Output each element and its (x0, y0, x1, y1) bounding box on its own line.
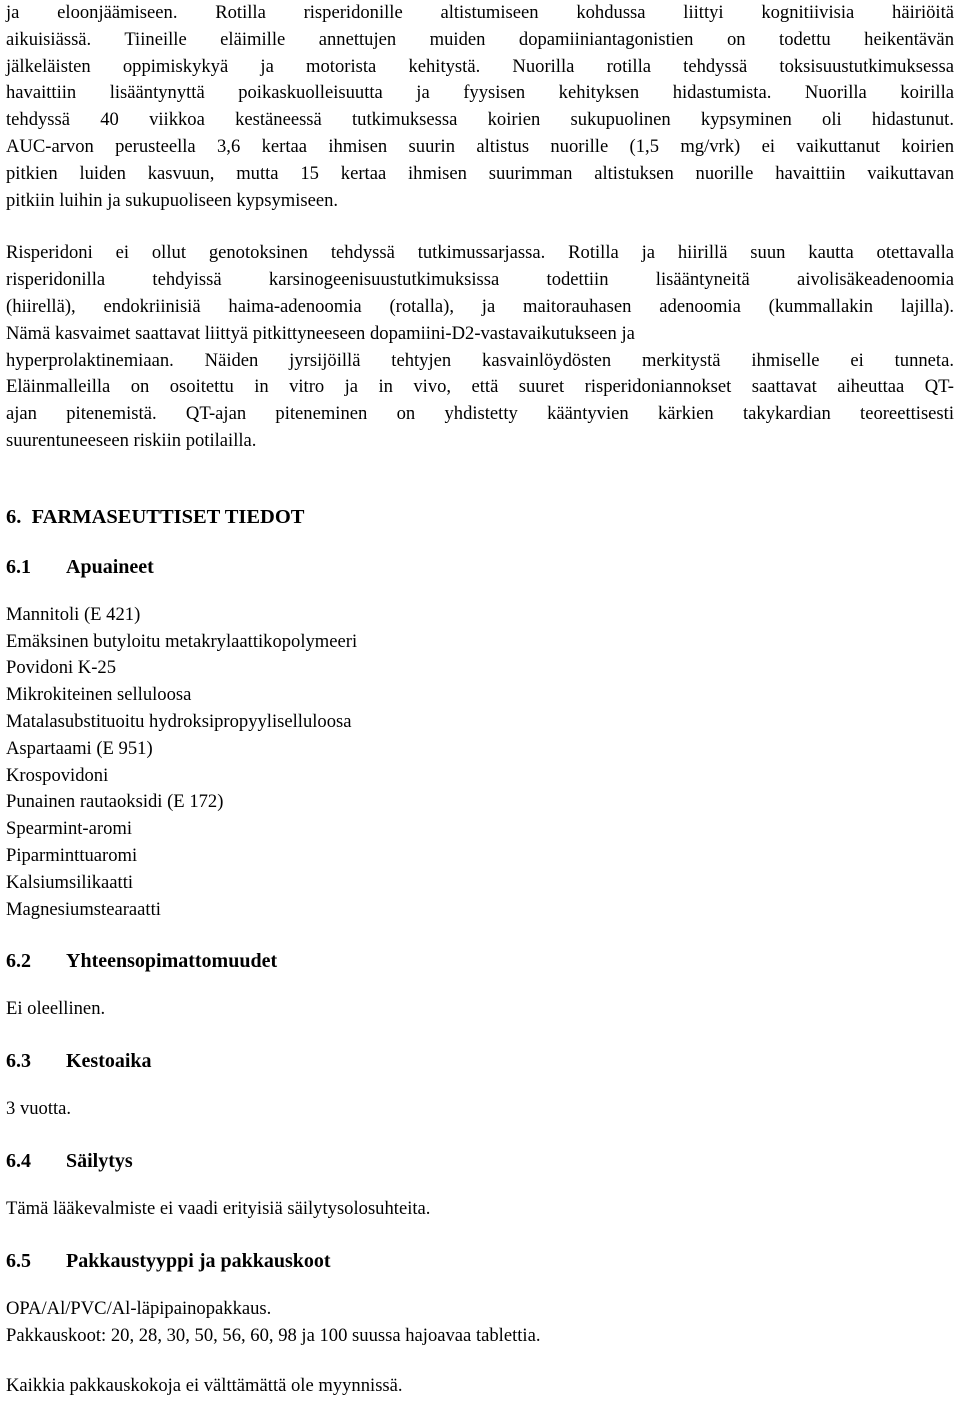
package-type-text: OPA/Al/PVC/Al-läpipainopakkaus. (6, 1297, 272, 1319)
package-note-text: Kaikkia pakkauskokoja ei välttämättä ole myynnissä. (6, 1375, 403, 1397)
incompatibilities-text: Ei oleellinen. (6, 998, 106, 1020)
list-item: Matalasubstituoitu hydroksipropyyliselluloosa (6, 710, 352, 732)
text-line: suurentuneeseen riskiin potilailla. (6, 429, 257, 451)
section-heading: 6. FARMASEUTTISET TIEDOT (6, 505, 305, 528)
subsection-title: Yhteensopimattomuudet (66, 950, 278, 973)
subsection-number: 6.3 (6, 1050, 31, 1073)
subsection-number: 6.5 (6, 1249, 31, 1272)
text-line: risperidonilla tehdyissä karsinogeenisuustutkimuksissa todettiin lisääntyneitä aivolisäkeadenoomia (6, 269, 954, 291)
list-item: Mikrokiteinen selluloosa (6, 684, 192, 706)
subsection-heading-6-3 (6, 1048, 954, 1074)
text-line: AUC-arvon perusteella 3,6 kertaa ihmisen suurin altistus nuorille (1,5 mg/vrk) ei vaikuttanut koirien (6, 135, 954, 157)
text-line: (hiirellä), endokriinisiä haima-adenoomia (rotalla), ja maitorauhasen adenoomia (kummallakin lajilla). (6, 295, 954, 317)
subsection-number: 6.2 (6, 950, 31, 973)
package-info (6, 1296, 954, 1350)
text-line: ja eloonjäämiseen. Rotilla risperidonille altistumiseen kohdussa liittyi kognitiivisia häiriöitä (6, 2, 954, 23)
text-line: havaittiin lisääntynyttä poikaskuolleisuutta ja fyysisen kehityksen hidastumista. Nuorilla koirilla (6, 82, 954, 104)
shelf-life-text: 3 vuotta. (6, 1098, 72, 1120)
text-line: Risperidoni ei ollut genotoksinen tehdyssä tutkimussarjassa. Rotilla ja hiirillä suun kautta otettavalla (6, 242, 954, 264)
package-sizes-text: Pakkauskoot: 20, 28, 30, 50, 56, 60, 98 ja 100 suussa hajoavaa tablettia. (6, 1324, 541, 1346)
list-item: Povidoni K-25 (6, 657, 117, 679)
text-line: Eläinmalleilla on osoitettu in vitro ja in vivo, että suuret risperidoniannokset saattavat aiheuttaa QT- (6, 376, 954, 398)
text-line: tehdyssä 40 viikkoa kestäneessä tutkimuksessa koirien sukupuolinen kypsyminen oli hidastunut. (6, 109, 954, 131)
subsection-heading-6-1 (6, 554, 954, 580)
list-item: Emäksinen butyloitu metakrylaattikopolymeeri (6, 630, 358, 652)
preclinical-paragraph (6, 0, 954, 214)
subsection-heading-6-2 (6, 948, 954, 974)
subsection-title: Pakkaustyyppi ja pakkauskoot (66, 1249, 331, 1272)
text-line: jälkeläisten oppimiskykyä ja motorista kehitystä. Nuorilla rotilla tehdyssä toksisuustutkimuksessa (6, 55, 954, 77)
list-item: Punainen rautaoksidi (E 172) (6, 791, 224, 813)
text-line: pitkien luiden kasvuun, mutta 15 kertaa ihmisen suurimman altistuksen nuorille havaittiin vaikuttavan (6, 162, 954, 184)
text-line: aikuisiässä. Tiineille eläimille annettujen muiden dopamiiniantagonistien on todettu heikentävän (6, 28, 954, 50)
subsection-title: Kestoaika (66, 1050, 152, 1073)
text-line: ajan pitenemistä. QT-ajan piteneminen on yhdistetty kääntyvien kärkien takykardian teoreettisesti (6, 403, 954, 425)
subsection-title: Apuaineet (66, 555, 154, 578)
text-line: Nämä kasvaimet saattavat liittyä pitkittyneeseen dopamiini-D2-vastavaikutukseen ja (6, 322, 635, 344)
storage-text: Tämä lääkevalmiste ei vaadi erityisiä säilytysolosuhteita. (6, 1197, 431, 1219)
subsection-number: 6.1 (6, 555, 31, 578)
text-line: pitkiin luihin ja sukupuoliseen kypsymiseen. (6, 189, 339, 211)
subsection-heading-6-4 (6, 1148, 954, 1174)
list-item: Piparminttuaromi (6, 844, 138, 866)
excipient-list (6, 602, 954, 924)
text-line: hyperprolaktinemiaan. Näiden jyrsijöillä tehtyjen kasvainlöydösten merkitystä ihmiselle ei tunneta. (6, 349, 954, 371)
list-item: Kalsiumsilikaatti (6, 871, 134, 893)
list-item: Spearmint-aromi (6, 818, 132, 840)
list-item: Aspartaami (E 951) (6, 737, 153, 759)
subsection-number: 6.4 (6, 1149, 31, 1172)
list-item: Magnesiumstearaatti (6, 898, 161, 920)
genotoxicity-paragraph (6, 240, 954, 454)
list-item: Krospovidoni (6, 764, 109, 786)
subsection-title: Säilytys (66, 1149, 133, 1172)
subsection-heading-6-5 (6, 1248, 954, 1274)
list-item: Mannitoli (E 421) (6, 603, 141, 625)
